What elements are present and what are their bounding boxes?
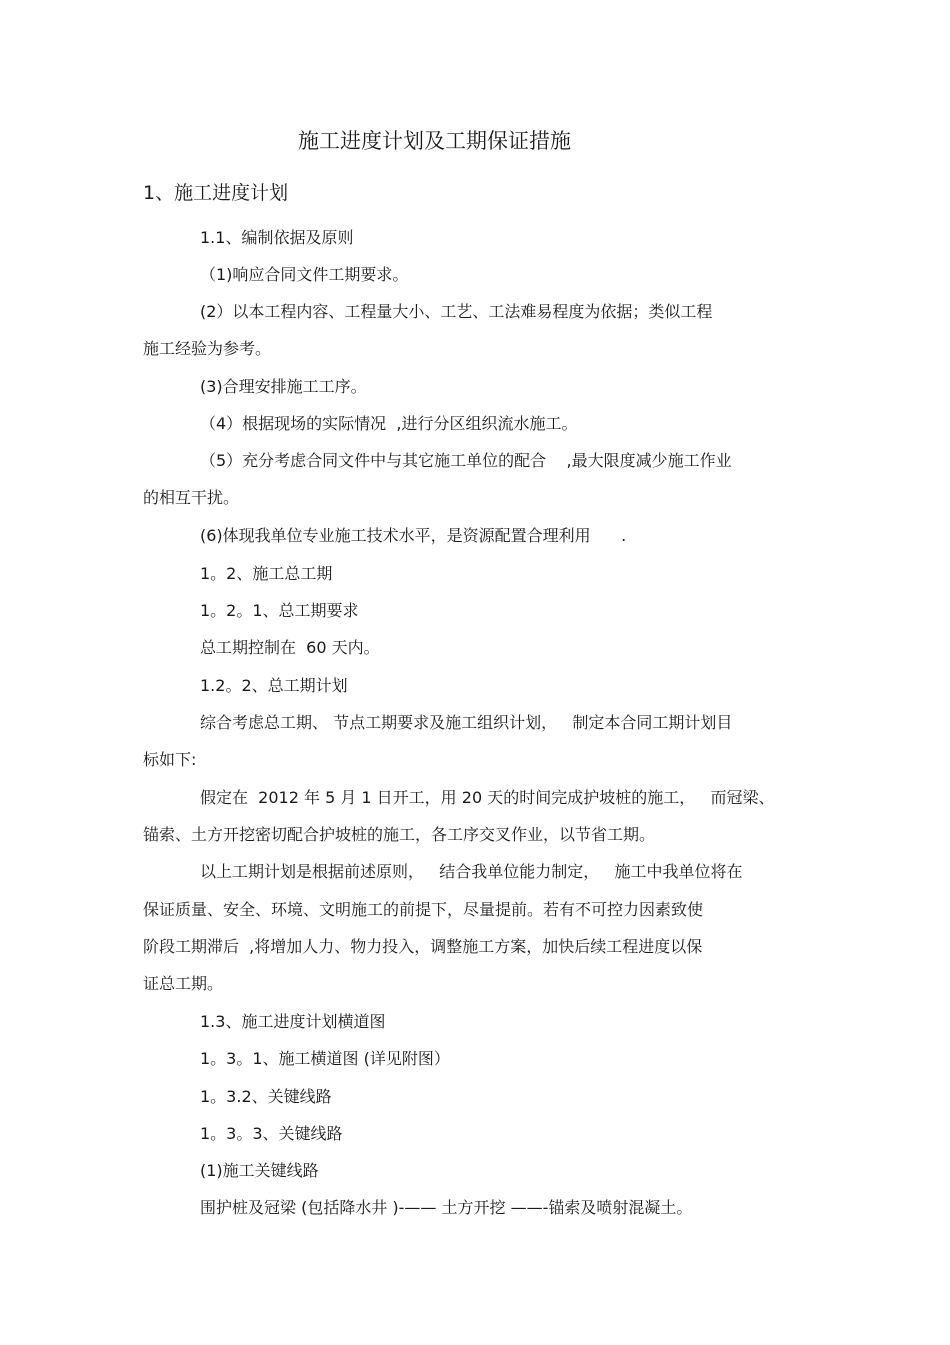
paragraph-line: （4）根据现场的实际情况 ,进行分区组织流水施工。 — [200, 414, 578, 433]
paragraph-line: 总工期控制在 60 天内。 — [200, 638, 380, 657]
subsection-heading: 1。3。3、关键线路 — [200, 1124, 343, 1143]
paragraph-line: (1)施工关键线路 — [200, 1161, 319, 1180]
paragraph-line: 阶段工期滞后 ,将增加人力、物力投入，调整施工方案，加快后续工程进度以保 — [143, 937, 703, 956]
paragraph-line: 围护桩及冠梁 (包括降水井 )-—— 土方开挖 ——-锚索及喷射混凝土。 — [200, 1198, 693, 1217]
paragraph-line: (2）以本工程内容、工程量大小、工艺、工法难易程度为依据；类似工程 — [200, 302, 713, 321]
paragraph-line: （1)响应合同文件工期要求。 — [200, 265, 409, 284]
paragraph-line: 假定在 2012 年 5 月 1 日开工，用 20 天的时间完成护坡桩的施工， 而冠梁、 — [200, 788, 775, 807]
subsection-heading: 1。3.2、关键线路 — [200, 1087, 332, 1106]
paragraph-line: 综合考虑总工期、 节点工期要求及施工组织计划， 制定本合同工期计划目 — [200, 713, 733, 732]
subsection-heading: 1.1、编制依据及原则 — [200, 228, 354, 247]
paragraph-line: 以上工期计划是根据前述原则， 结合我单位能力制定， 施工中我单位将在 — [200, 862, 743, 881]
subsection-heading: 1。3。1、施工横道图 (详见附图） — [200, 1049, 450, 1068]
paragraph-line: (6)体现我单位专业施工技术水平，是资源配置合理利用 . — [200, 526, 627, 545]
subsection-heading: 1.3、施工进度计划横道图 — [200, 1012, 386, 1031]
paragraph-line: 证总工期。 — [143, 974, 224, 993]
document-title: 施工进度计划及工期保证措施 — [298, 129, 571, 153]
subsection-heading: 1。2。1、总工期要求 — [200, 601, 359, 620]
section-heading: 1、施工进度计划 — [143, 182, 289, 204]
subsection-heading: 1。2、施工总工期 — [200, 564, 333, 583]
paragraph-line: 锚索、土方开挖密切配合护坡桩的施工，各工序交叉作业，以节省工期。 — [143, 825, 656, 844]
paragraph-line: 施工经验为参考。 — [143, 339, 272, 358]
subsection-heading: 1.2。2、总工期计划 — [200, 676, 348, 695]
paragraph-line: (3)合理安排施工工序。 — [200, 377, 367, 396]
paragraph-line: 标如下: — [143, 750, 197, 769]
paragraph-line: 保证质量、安全、环境、文明施工的前提下，尽量提前。若有不可控力因素致使 — [143, 900, 704, 919]
paragraph-line: 的相互干扰。 — [143, 488, 240, 507]
paragraph-line: （5）充分考虑合同文件中与其它施工单位的配合 ,最大限度减少施工作业 — [200, 451, 732, 470]
